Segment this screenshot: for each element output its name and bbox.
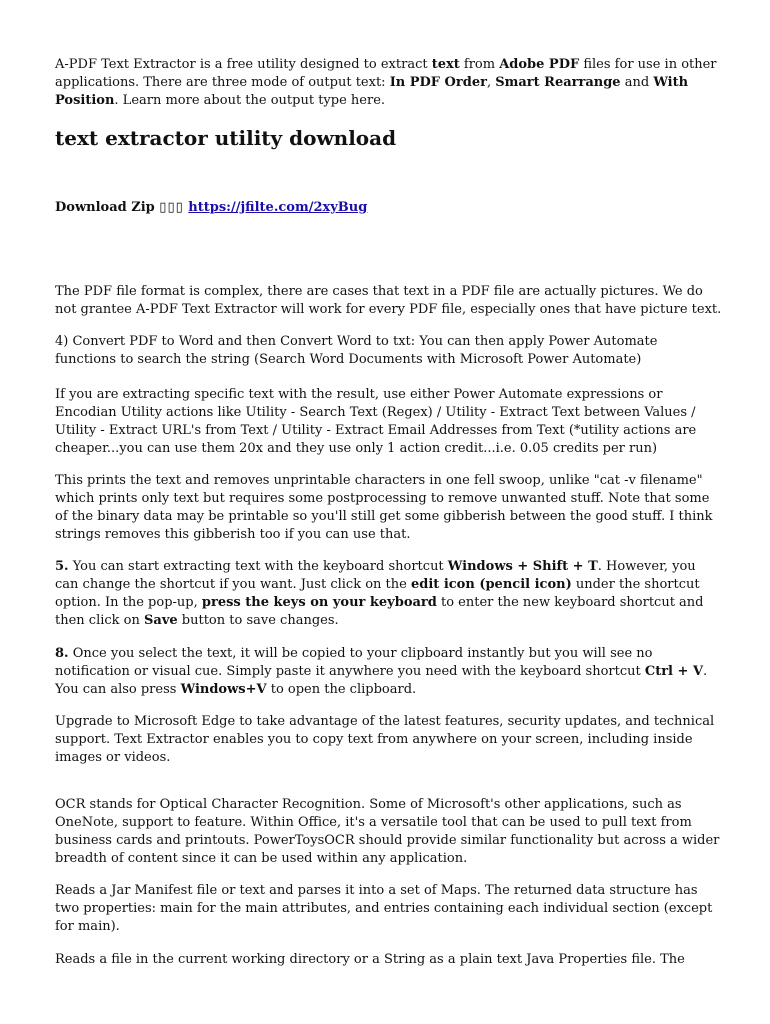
text-line: strings removes this gibberish too if you can use that. [55, 527, 411, 542]
pdf-format-paragraph [55, 283, 720, 319]
text-line: This prints the text and removes unprintable characters in one fell swoop, unlike "cat -v filename" [55, 473, 703, 488]
convert-paragraph [55, 333, 720, 369]
intro-line-3: Position. Learn more about the output type here. [55, 93, 386, 108]
upgrade-paragraph [55, 713, 720, 767]
intro-line-1: A-PDF Text Extractor is a free utility designed to extract text from Adobe PDF files for use in other [55, 57, 717, 72]
step-8-paragraph [55, 645, 720, 699]
step-5-paragraph [55, 558, 720, 630]
text-line: then click on Save button to save changes. [55, 613, 339, 628]
specific-text-paragraph [55, 386, 720, 458]
text-line: cheaper...you can use them 20x and they use only 1 action credit...i.e. 0.05 credits per run) [55, 441, 658, 456]
intro-paragraph [55, 56, 720, 110]
text-line: Encodian Utility actions like Utility - Search Text (Regex) / Utility - Extract Text between Values / [55, 405, 696, 420]
text-line: Reads a file in the current working directory or a String as a plain text Java Properties file. The [55, 952, 685, 967]
missing-glyph-boxes: ▯▯▯ [159, 200, 184, 215]
text-line: 5. You can start extracting text with the keyboard shortcut Windows + Shift + T. However, you [55, 559, 696, 574]
reads-file-paragraph [55, 951, 720, 969]
text-line: Reads a Jar Manifest file or text and parses it into a set of Maps. The returned data structure has [55, 883, 698, 898]
text-line: breadth of content since it can be used within any application. [55, 851, 468, 866]
text-line: of the binary data may be printable so you'll still get some gibberish between the good stuff. I think [55, 509, 713, 524]
text-line: for main). [55, 919, 120, 934]
text-line: Upgrade to Microsoft Edge to take advantage of the latest features, security updates, and technical [55, 714, 715, 729]
text-line: functions to search the string (Search Word Documents with Microsoft Power Automate) [55, 352, 642, 367]
jar-manifest-paragraph [55, 882, 720, 936]
download-line [55, 199, 367, 217]
text-line: business cards and printouts. PowerToysOCR should provide similar functionality but across a wider [55, 833, 720, 848]
text-line: which prints only text but requires some postprocessing to remove unwanted stuff. Note that some [55, 491, 710, 506]
text-line: not grantee A-PDF Text Extractor will work for every PDF file, especially ones that have picture text. [55, 302, 722, 317]
ocr-paragraph [55, 796, 720, 868]
text-line: notification or visual cue. Simply paste it anywhere you need with the keyboard shortcut Ctrl + V. [55, 664, 708, 679]
intro-line-2: applications. There are three mode of output text: In PDF Order, Smart Rearrange and With [55, 75, 689, 90]
text-line: 4) Convert PDF to Word and then Convert Word to txt: You can then apply Power Automate [55, 334, 658, 349]
text-line: option. In the pop-up, press the keys on your keyboard to enter the new keyboard shortcut and [55, 595, 704, 610]
text-line: can change the shortcut if you want. Just click on the edit icon (pencil icon) under the shortcut [55, 577, 700, 592]
page-title: text extractor utility download [55, 126, 397, 150]
text-line: support. Text Extractor enables you to copy text from anywhere on your screen, including inside [55, 732, 693, 747]
text-line: 8. Once you select the text, it will be copied to your clipboard instantly but you will see no [55, 646, 653, 661]
text-line: You can also press Windows+V to open the clipboard. [55, 682, 417, 697]
text-line: OneNote, support to feature. Within Office, it's a versatile tool that can be used to pull text from [55, 815, 692, 830]
text-line: two properties: main for the main attributes, and entries containing each individual section (except [55, 901, 713, 916]
download-label: Download Zip [55, 200, 155, 215]
text-line: Utility - Extract URL's from Text / Utility - Extract Email Addresses from Text (*utility actions are [55, 423, 697, 438]
text-line: If you are extracting specific text with the result, use either Power Automate expressions or [55, 387, 663, 402]
text-line: OCR stands for Optical Character Recognition. Some of Microsoft's other applications, such as [55, 797, 682, 812]
text-line: images or videos. [55, 750, 171, 765]
text-line: The PDF file format is complex, there are cases that text in a PDF file are actually pictures. We do [55, 284, 703, 299]
prints-paragraph [55, 472, 720, 544]
download-link[interactable]: https://jfilte.com/2xyBug [188, 200, 368, 215]
